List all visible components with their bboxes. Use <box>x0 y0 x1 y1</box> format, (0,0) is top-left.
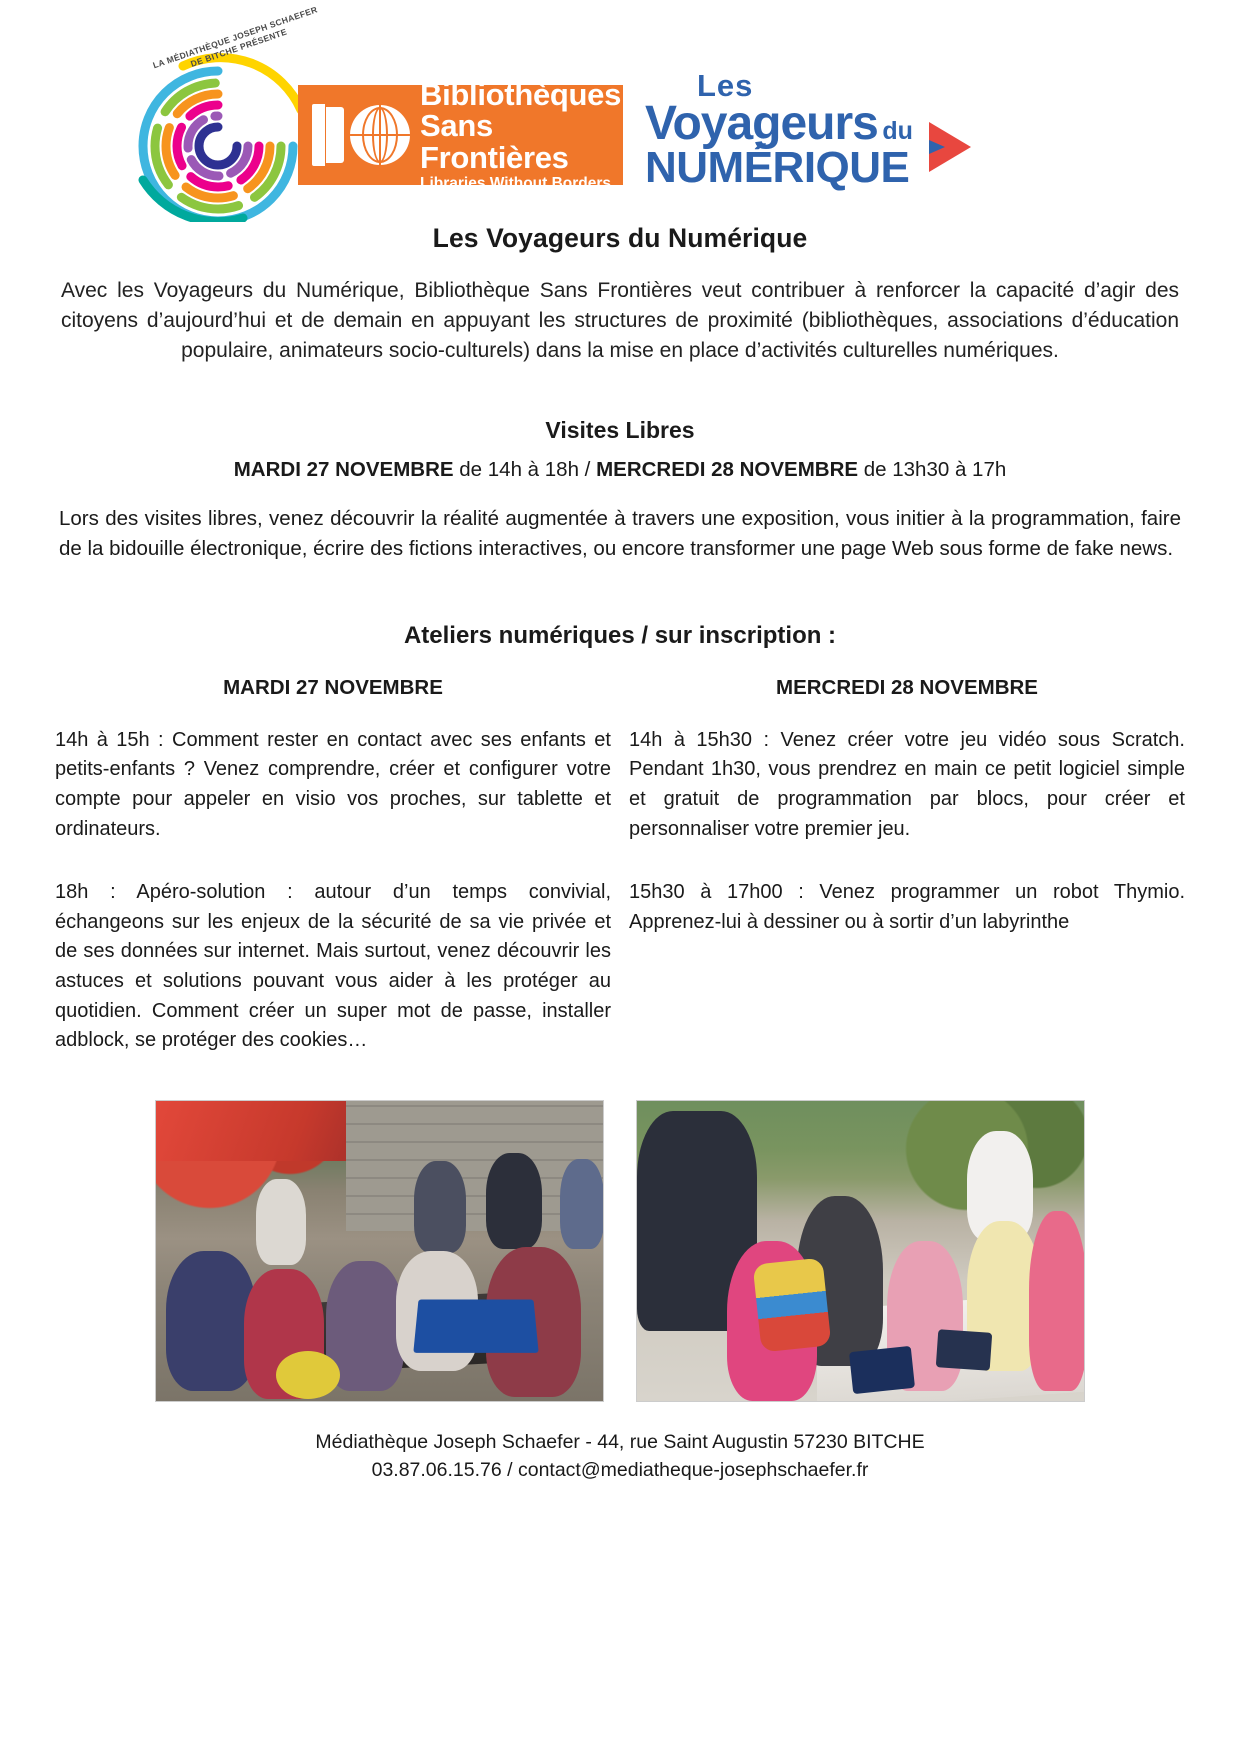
atelier-item: 18h : Apéro-solution : autour d’un temps convivial, échangeons sur les enjeux de la sécurité de sa vie privée et de ses données sur internet. Mais surtout, venez découvrir les astuces et solutions pouvant vous aider à les protéger au quotidien. Comment créer un super mot de passe, installer adblock, se protéger des cookies… <box>55 881 611 1052</box>
voyageurs-logo <box>645 70 965 192</box>
atelier-item: 14h à 15h : Comment rester en contact avec ses enfants et petits-enfants ? Venez comprendre, créer et configurer votre compte pour appeler en visio vos proches, sur tablette et ordinateurs. <box>55 728 611 840</box>
header <box>55 0 1185 215</box>
visites-date-1-label: MARDI 27 NOVEMBRE <box>233 458 454 482</box>
photo-kids-tablets <box>636 1100 1085 1402</box>
bsf-logo <box>298 76 623 192</box>
ateliers-columns <box>55 676 1185 1090</box>
ateliers-heading: Ateliers numériques / sur inscription : <box>403 621 837 649</box>
vdn-line-1: Les <box>697 68 754 103</box>
bsf-line-3: Libraries Without Borders <box>420 174 612 192</box>
globe-icon <box>350 105 410 165</box>
footer <box>55 1428 1185 1485</box>
column-day-mercredi: MERCREDI 28 NOVEMBRE <box>776 675 1038 699</box>
visites-heading: Visites Libres <box>545 417 695 444</box>
visites-date-1-time: de 14h à 18h / <box>453 458 597 482</box>
book-icon <box>312 104 346 166</box>
bsf-logo-text <box>420 76 623 192</box>
intro-paragraph: Avec les Voyageurs du Numérique, Bibliothèque Sans Frontières veut contribuer à renforcer la capacité d’agir des citoyens d’aujourd’hui et de demain en appuyant les structures de proximité (bibliothèques, associations d’éducation populaire, animateurs socio-culturels) dans la mise en place d’activités culturelles numériques. <box>61 279 1179 362</box>
photo-workshop-adults <box>155 1100 604 1402</box>
vdn-line-3: du <box>882 117 913 145</box>
vdn-line-2: Voyageurs <box>645 97 878 150</box>
bsf-line-2: Sans Frontières <box>420 108 569 175</box>
mediatheque-logo <box>95 4 330 215</box>
ateliers-column-mercredi <box>629 676 1185 1090</box>
arrow-icon <box>929 122 971 172</box>
visites-date-2-time: de 13h30 à 17h <box>858 458 1007 482</box>
visites-description: Lors des visites libres, venez découvrir la réalité augmentée à travers une exposition, vous initier à la programmation, faire de la bidouille électronique, écrire des fictions interactives, ou encore transformer une page Web sous forme de fake news. <box>59 507 1181 561</box>
spiral-logo-icon <box>123 50 313 222</box>
visites-date-2-label: MERCREDI 28 NOVEMBRE <box>596 458 859 482</box>
visites-dates <box>55 458 1185 482</box>
page-title: Les Voyageurs du Numérique <box>432 223 808 253</box>
mediatheque-logo-caption: LA MÉDIATHÈQUE JOSEPH SCHAEFER DE BITCHE PRÉSENTE <box>151 4 319 71</box>
vdn-line-4: NUMÉRIQUE <box>645 142 910 192</box>
atelier-item: 14h à 15h30 : Venez créer votre jeu vidéo sous Scratch. Pendant 1h30, vous prendrez en main ce petit logiciel simple et gratuit de programmation par blocs, pour créer et personnaliser votre premier jeu. <box>629 728 1185 840</box>
bsf-line-1: Bibliothèques <box>420 76 622 112</box>
footer-contact: 03.87.06.15.76 / contact@mediatheque-josephschaefer.fr <box>371 1459 869 1482</box>
ateliers-column-mardi <box>55 676 611 1090</box>
photo-gallery <box>55 1100 1185 1402</box>
atelier-item: 15h30 à 17h00 : Venez programmer un robot Thymio. Apprenez-lui à dessiner ou à sortir d’un labyrinthe <box>629 881 1185 933</box>
column-day-mardi: MARDI 27 NOVEMBRE <box>223 675 443 699</box>
footer-address: Médiathèque Joseph Schaefer - 44, rue Saint Augustin 57230 BITCHE <box>315 1430 925 1453</box>
